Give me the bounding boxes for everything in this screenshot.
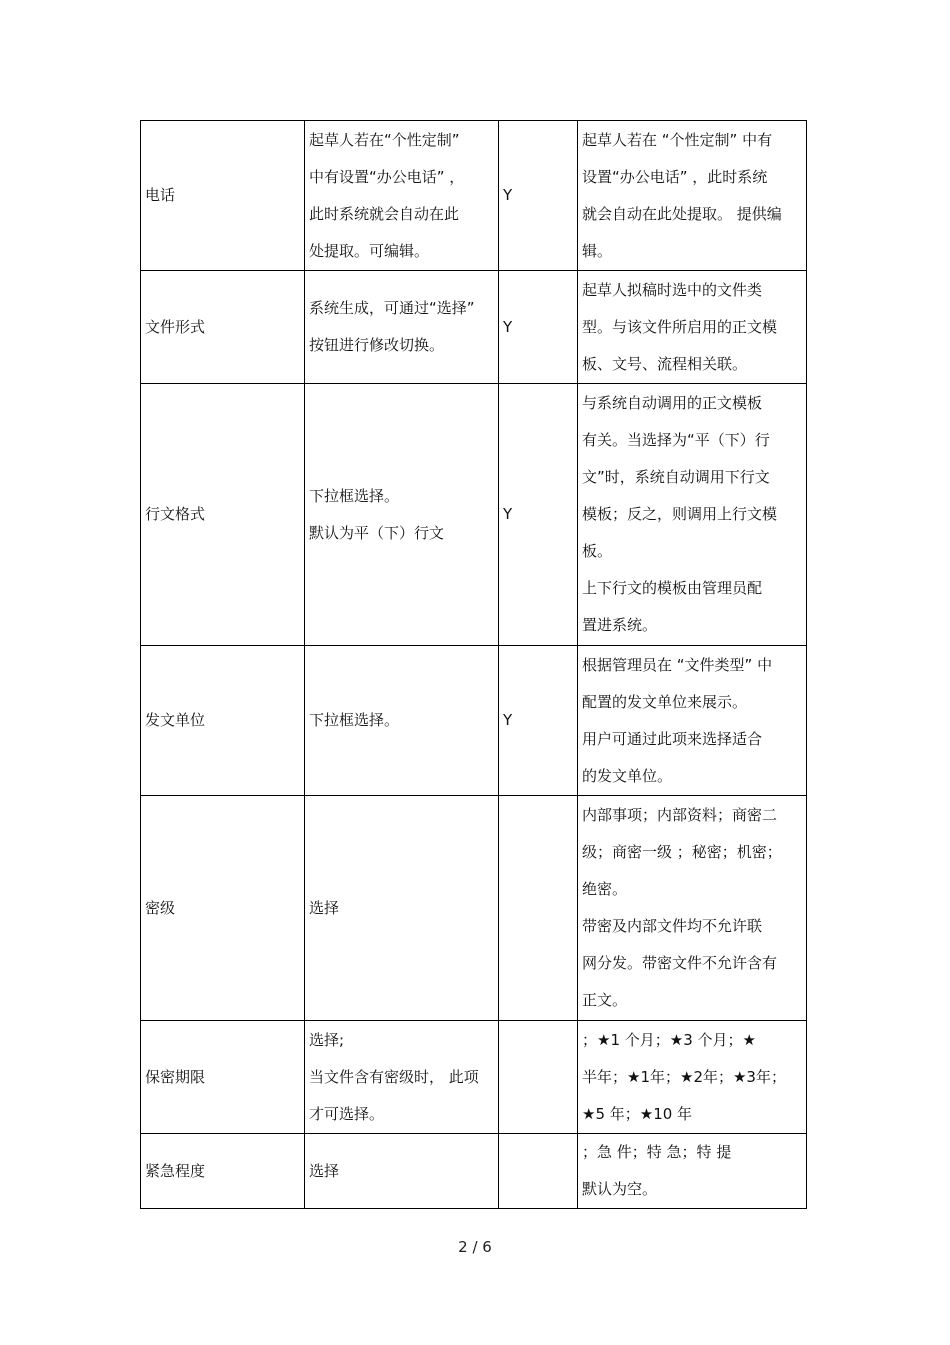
note-line: 配置的发文单位来展示。 — [582, 692, 748, 711]
description-line: 处提取。可编辑。 — [309, 241, 430, 260]
table-row — [141, 1021, 807, 1134]
required-flag-cell — [499, 796, 578, 1021]
field-name-cell: 行文格式 — [141, 384, 305, 646]
table-row — [141, 384, 807, 646]
note-line: ；★1 个月；★3 个月；★ — [582, 1030, 756, 1049]
description-line: 按钮进行修改切换。 — [309, 336, 445, 354]
page-number: 2 / 6 — [458, 1238, 492, 1256]
description-line: 中有设置“办公电话” ， — [309, 167, 465, 186]
description-line: 此时系统就会自动在此 — [309, 204, 460, 223]
field-name-cell: 紧急程度 — [141, 1134, 305, 1209]
note-line: 上下行文的模板由管理员配 — [582, 579, 763, 597]
description-line: 当文件含有密级时， 此项 — [309, 1067, 479, 1086]
field-name-cell: 文件形式 — [141, 271, 305, 384]
field-note-cell — [578, 646, 807, 796]
field-description-cell — [305, 646, 499, 796]
description-line: 系统生成，可通过“选择” — [309, 299, 475, 317]
note-line: 与系统自动调用的正文模板 — [582, 394, 763, 412]
required-flag-cell: Y — [499, 121, 578, 271]
note-line: 板。 — [582, 542, 613, 560]
note-line: 置进系统。 — [582, 616, 658, 634]
field-note-cell — [578, 384, 807, 646]
note-line: 内部事项；内部资料；商密二 — [582, 806, 778, 824]
note-line: 起草人拟稿时选中的文件类 — [582, 280, 763, 299]
field-note-cell — [578, 1134, 807, 1209]
description-line: 默认为平（下）行文 — [309, 523, 445, 542]
table-row — [141, 646, 807, 796]
note-line: 辑。 — [582, 241, 613, 260]
field-note-cell — [578, 121, 807, 271]
field-note-cell — [578, 271, 807, 384]
note-line: ★5 年；★10 年 — [582, 1104, 693, 1123]
description-line: 下拉框选择。 — [309, 711, 400, 729]
note-line: 设置“办公电话” ，此时系统 — [582, 167, 768, 186]
description-line: 选择 — [309, 1161, 340, 1180]
note-line: 文”时，系统自动调用下行文 — [582, 468, 770, 486]
required-flag-cell — [499, 1134, 578, 1209]
table-row — [141, 1134, 807, 1209]
field-name-cell: 保密期限 — [141, 1021, 305, 1134]
description-line: 选择; — [309, 1030, 345, 1049]
field-spec-table-body — [141, 121, 807, 1209]
field-spec-table — [140, 120, 807, 1209]
note-line: 就会自动在此处提取。 提供编 — [582, 204, 782, 223]
note-line: 级；商密一级 ；秘密；机密； — [582, 843, 782, 861]
note-line: 板、文号、流程相关联。 — [582, 354, 748, 373]
description-line: 才可选择。 — [309, 1104, 385, 1123]
field-description-cell — [305, 1134, 499, 1209]
note-line: 正文。 — [582, 991, 628, 1009]
field-name-cell: 发文单位 — [141, 646, 305, 796]
note-line: 根据管理员在 “文件类型” 中 — [582, 655, 773, 674]
field-name-cell: 电话 — [141, 121, 305, 271]
note-line: 默认为空。 — [582, 1180, 658, 1198]
description-line: 下拉框选择。 — [309, 486, 400, 505]
description-line: 起草人若在“个性定制” — [309, 130, 460, 149]
field-description-cell — [305, 121, 499, 271]
description-line: 选择 — [309, 898, 340, 917]
note-line: 绝密。 — [582, 880, 628, 898]
note-line: 模板；反之，则调用上行文模 — [582, 505, 778, 523]
note-line: 用户可通过此项来选择适合 — [582, 729, 763, 748]
required-flag-cell: Y — [499, 384, 578, 646]
field-description-cell — [305, 271, 499, 384]
note-line: 有关。当选择为“平（下）行 — [582, 431, 770, 449]
table-row — [141, 271, 807, 384]
field-note-cell — [578, 796, 807, 1021]
note-line: ；急 件；特 急；特 提 — [582, 1143, 732, 1161]
field-description-cell — [305, 384, 499, 646]
note-line: 带密及内部文件均不允许联 — [582, 917, 763, 935]
note-line: 型。与该文件所启用的正文模 — [582, 317, 778, 336]
note-line: 起草人若在 “个性定制” 中有 — [582, 130, 773, 149]
field-note-cell — [578, 1021, 807, 1134]
required-flag-cell — [499, 1021, 578, 1134]
note-line: 半年；★1年；★2年；★3年； — [582, 1067, 786, 1086]
note-line: 的发文单位。 — [582, 766, 673, 785]
table-row — [141, 121, 807, 271]
field-description-cell — [305, 796, 499, 1021]
note-line: 网分发。带密文件不允许含有 — [582, 954, 778, 972]
field-name-cell: 密级 — [141, 796, 305, 1021]
required-flag-cell: Y — [499, 271, 578, 384]
table-row — [141, 796, 807, 1021]
required-flag-cell: Y — [499, 646, 578, 796]
field-description-cell — [305, 1021, 499, 1134]
